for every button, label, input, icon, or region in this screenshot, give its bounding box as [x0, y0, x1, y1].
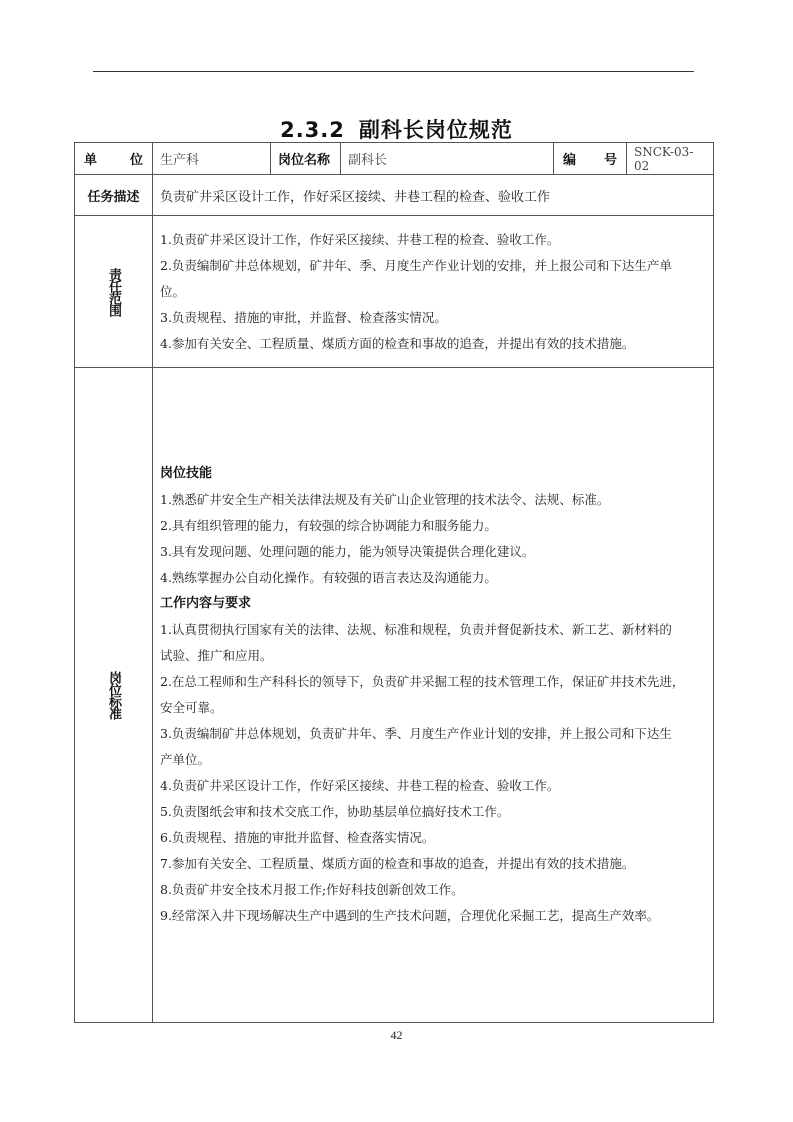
responsibility-item: 4.参加有关安全、工程质量、煤质方面的检查和事故的追查，并提出有效的技术措施。: [160, 335, 635, 351]
skill-item: 2.具有组织管理的能力，有较强的综合协调能力和服务能力。: [160, 518, 497, 533]
work-item: 9.经常深入井下现场解决生产中遇到的生产技术问题，合理优化采掘工艺，提高生产效率。: [160, 908, 660, 923]
responsibility-row: [75, 216, 714, 368]
unit-label-cell: [75, 143, 153, 175]
responsibility-item: 2.负责编制矿井总体规划，矿井年、季、月度生产作业计划的安排，并上报公司和下达生产单: [160, 257, 672, 273]
code-label-cell: [554, 143, 627, 175]
skills-heading: 岗位技能: [160, 466, 213, 481]
section-title: 副科长岗位规范: [358, 118, 513, 142]
work-item: 试验、推广和应用。: [160, 648, 273, 663]
unit-label-a: 单: [84, 153, 98, 168]
work-item: 产单位。: [160, 752, 211, 767]
work-item: 7.参加有关安全、工程质量、煤质方面的检查和事故的追查，并提出有效的技术措施。: [160, 856, 635, 871]
responsibility-item: 3.负责规程、措施的审批，并监督、检查落实情况。: [160, 309, 447, 325]
section-number: 2.3.2: [280, 118, 345, 142]
job-spec-table: [74, 142, 714, 1023]
header-rule: [93, 71, 694, 72]
work-item: 安全可靠。: [160, 700, 223, 715]
work-heading: 工作内容与要求: [160, 596, 252, 611]
work-item: 4.负责矿井采区设计工作，作好采区接续、井巷工程的检查、验收工作。: [160, 778, 560, 793]
code-label-b: 号: [603, 153, 617, 168]
page-title: [0, 114, 793, 144]
responsibility-label-cell: [75, 216, 153, 368]
skill-item: 3.具有发现问题、处理问题的能力，能为领导决策提供合理化建议。: [160, 544, 535, 559]
task-description-label: 任务描述: [75, 175, 153, 216]
task-description-row: [75, 175, 714, 216]
task-description-text: 负责矿井采区设计工作，作好采区接续、井巷工程的检查、验收工作: [153, 175, 714, 216]
work-item: 3.负责编制矿井总体规划，负责矿井年、季、月度生产作业计划的安排，并上报公司和下达生: [160, 726, 672, 741]
position-standard-label: 岗位标准: [106, 671, 121, 719]
responsibility-item: 位。: [160, 283, 186, 299]
page-number: 42: [390, 1028, 403, 1042]
responsibility-label: 责任范围: [106, 267, 121, 316]
position-standard-content: [153, 368, 714, 1023]
unit-value: 生产科: [153, 143, 271, 175]
skill-item: 1.熟悉矿井安全生产相关法律法规及有关矿山企业管理的技术法令、法规、标准。: [160, 492, 610, 507]
work-item: 6.负责规程、措施的审批并监督、检查落实情况。: [160, 830, 435, 845]
position-name-label: 岗位名称: [271, 143, 341, 175]
work-item: 5.负责图纸会审和技术交底工作，协助基层单位搞好技术工作。: [160, 804, 510, 819]
unit-label-b: 位: [129, 153, 143, 168]
work-item: 1.认真贯彻执行国家有关的法律、法规、标准和规程，负责并督促新技术、新工艺、新材料的: [160, 622, 672, 637]
header-row: [75, 143, 714, 175]
code-label-a: 编: [563, 153, 577, 168]
skill-item: 4.熟练掌握办公自动化操作。有较强的语言表达及沟通能力。: [160, 570, 497, 585]
work-item: 2.在总工程师和生产科科长的领导下，负责矿井采掘工程的技术管理工作，保证矿井技术先进，: [160, 674, 685, 689]
position-name-value: 副科长: [341, 143, 554, 175]
code-value: SNCK-03-02: [627, 143, 714, 175]
responsibility-item: 1.负责矿井采区设计工作，作好采区接续、井巷工程的检查、验收工作。: [160, 231, 560, 247]
work-item: 8.负责矿井安全技术月报工作;作好科技创新创效工作。: [160, 882, 464, 897]
position-standard-label-cell: [75, 368, 153, 1023]
position-standard-row: [75, 368, 714, 1023]
responsibility-list: [153, 216, 714, 368]
